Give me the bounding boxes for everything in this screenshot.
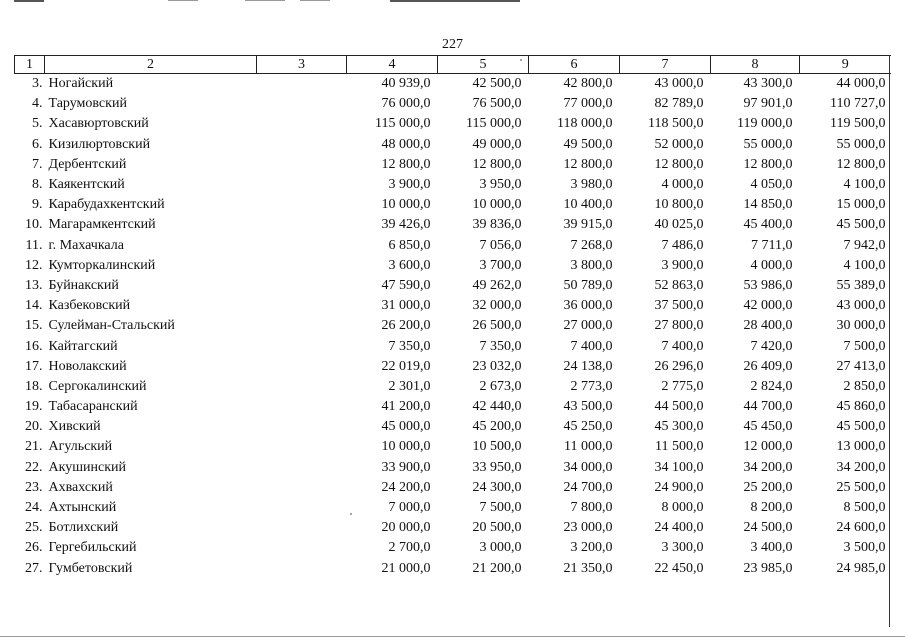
column-3-cell	[257, 377, 347, 397]
column-6-cell: 27 000,0	[563, 318, 613, 334]
column-8-cell: 53 986,0	[743, 277, 793, 293]
table-row	[15, 357, 891, 377]
row-number: 10.	[25, 217, 43, 233]
column-5-cell: 49 000,0	[472, 136, 522, 152]
table-row	[15, 437, 891, 457]
district-name: Кайтагский	[48, 338, 118, 354]
column-6-cell: 7 800,0	[570, 500, 613, 516]
row-number: 7.	[32, 156, 43, 172]
district-name: Акушинский	[48, 459, 126, 475]
column-4-cell: 22 019,0	[381, 358, 431, 374]
table-row	[15, 316, 891, 336]
column-3-cell	[257, 195, 347, 215]
column-3-cell	[257, 175, 347, 195]
column-8-cell: 26 409,0	[743, 358, 793, 374]
district-name: Гергебильский	[48, 540, 137, 556]
column-9-cell: 110 727,0	[830, 96, 886, 112]
row-number: 27.	[25, 560, 43, 576]
column-5-cell: 20 500,0	[472, 520, 522, 536]
district-name: Карабудахкентский	[48, 197, 165, 213]
column-3-cell	[257, 357, 347, 377]
column-4-cell: 76 000,0	[381, 96, 431, 112]
column-7-cell: 7 486,0	[661, 237, 704, 253]
page-bottom-edge	[0, 636, 905, 637]
column-6-cell: 77 000,0	[563, 96, 613, 112]
table-row	[15, 175, 891, 195]
column-4-cell: 24 200,0	[381, 479, 431, 495]
column-4-cell: 3 900,0	[388, 177, 431, 193]
column-4-cell: 26 200,0	[381, 318, 431, 334]
column-3-cell	[257, 114, 347, 134]
district-name: Кумторкалинский	[48, 257, 156, 273]
column-9-cell: 15 000,0	[836, 197, 886, 213]
row-number: 12.	[25, 257, 43, 273]
district-name: Новолакский	[48, 358, 127, 374]
column-7-cell: 118 500,0	[648, 116, 704, 132]
column-3-cell	[257, 336, 347, 356]
table-row	[15, 215, 891, 235]
column-8-cell: 7 711,0	[751, 237, 793, 253]
column-3-cell	[257, 437, 347, 457]
column-3-cell	[257, 538, 347, 558]
column-6-cell: 118 000,0	[557, 116, 613, 132]
table-row	[15, 336, 891, 356]
column-4-cell: 41 200,0	[381, 399, 431, 415]
column-header: 1	[15, 56, 45, 74]
column-7-cell: 40 025,0	[654, 217, 704, 233]
column-3-cell	[257, 236, 347, 256]
column-9-cell: 3 500,0	[843, 540, 886, 556]
column-7-cell: 26 296,0	[654, 358, 704, 374]
district-name: Ахвахский	[48, 479, 113, 495]
column-4-cell: 45 000,0	[381, 419, 431, 435]
district-name: Хивский	[48, 419, 101, 435]
column-4-cell: 48 000,0	[381, 136, 431, 152]
column-8-cell: 14 850,0	[743, 197, 793, 213]
column-5-cell: 42 440,0	[472, 399, 522, 415]
table-row	[15, 417, 891, 437]
table-row	[15, 458, 891, 478]
district-name: Ботлихский	[48, 520, 119, 536]
column-5-cell: 45 200,0	[472, 419, 522, 435]
column-4-cell: 6 850,0	[388, 237, 431, 253]
table-row	[15, 397, 891, 417]
column-3-cell	[257, 94, 347, 114]
row-number: 16.	[25, 338, 43, 354]
row-number: 6.	[32, 136, 43, 152]
column-8-cell: 12 000,0	[743, 439, 793, 455]
table-row	[15, 195, 891, 215]
column-5-cell: 21 200,0	[472, 560, 522, 576]
column-3-cell	[257, 559, 347, 579]
table-row	[15, 518, 891, 538]
column-8-cell: 97 901,0	[743, 96, 793, 112]
column-8-cell: 4 000,0	[750, 257, 793, 273]
column-9-cell: 12 800,0	[836, 156, 886, 172]
column-8-cell: 55 000,0	[743, 136, 793, 152]
column-5-cell: 42 500,0	[472, 76, 522, 92]
column-6-cell: 12 800,0	[563, 156, 613, 172]
scan-edge-line	[390, 0, 520, 2]
column-9-cell: 4 100,0	[843, 257, 886, 273]
table-row	[15, 377, 891, 397]
table-row	[15, 114, 891, 134]
row-number: 17.	[25, 358, 43, 374]
column-4-cell: 39 426,0	[381, 217, 431, 233]
column-9-cell: 45 500,0	[836, 217, 886, 233]
column-7-cell: 52 863,0	[654, 277, 704, 293]
table-right-border	[889, 55, 890, 627]
column-9-cell: 45 860,0	[836, 399, 886, 415]
column-8-cell: 34 200,0	[743, 459, 793, 475]
district-name: г. Махачкала	[48, 237, 124, 253]
table-row	[15, 559, 891, 579]
district-name: Ногайский	[48, 76, 114, 92]
column-7-cell: 7 400,0	[661, 338, 704, 354]
row-number: 4.	[32, 96, 43, 112]
column-3-cell	[257, 215, 347, 235]
column-7-cell: 22 450,0	[654, 560, 704, 576]
column-6-cell: 43 500,0	[563, 399, 613, 415]
column-5-cell: 3 700,0	[479, 257, 522, 273]
district-name: Магарамкентский	[48, 217, 156, 233]
column-6-cell: 34 000,0	[563, 459, 613, 475]
column-6-cell: 42 800,0	[563, 76, 613, 92]
column-4-cell: 20 000,0	[381, 520, 431, 536]
district-name: Кизилюртовский	[48, 136, 151, 152]
column-6-cell: 3 980,0	[570, 177, 613, 193]
column-7-cell: 3 900,0	[661, 257, 704, 273]
column-5-cell: 7 056,0	[479, 237, 522, 253]
row-number: 3.	[32, 76, 43, 92]
column-7-cell: 34 100,0	[654, 459, 704, 475]
column-4-cell: 47 590,0	[381, 277, 431, 293]
column-4-cell: 10 000,0	[381, 439, 431, 455]
district-name: Агульский	[48, 439, 113, 455]
column-8-cell: 3 400,0	[750, 540, 793, 556]
row-number: 9.	[32, 197, 43, 213]
district-name: Дербентский	[48, 156, 127, 172]
district-name: Ахтынский	[48, 500, 117, 516]
table-row	[15, 155, 891, 175]
column-4-cell: 7 000,0	[388, 500, 431, 516]
column-4-cell: 21 000,0	[381, 560, 431, 576]
column-5-cell: 10 500,0	[472, 439, 522, 455]
table-row	[15, 276, 891, 296]
row-number: 21.	[25, 439, 43, 455]
column-8-cell: 23 985,0	[743, 560, 793, 576]
column-9-cell: 13 000,0	[836, 439, 886, 455]
table-row	[15, 74, 891, 95]
column-6-cell: 49 500,0	[563, 136, 613, 152]
column-3-cell	[257, 74, 347, 95]
column-4-cell: 40 939,0	[381, 76, 431, 92]
header-row	[15, 56, 891, 74]
column-6-cell: 7 400,0	[570, 338, 613, 354]
table-row	[15, 135, 891, 155]
table-row	[15, 236, 891, 256]
district-name: Сергокалинский	[48, 378, 147, 394]
column-5-cell: 12 800,0	[472, 156, 522, 172]
column-9-cell: 55 389,0	[836, 277, 886, 293]
scan-edge-line	[14, 0, 44, 2]
district-name: Казбековский	[48, 298, 131, 314]
row-number: 14.	[25, 298, 43, 314]
column-6-cell: 21 350,0	[563, 560, 613, 576]
column-6-cell: 3 200,0	[570, 540, 613, 556]
scan-speck	[350, 513, 352, 515]
column-8-cell: 44 700,0	[743, 399, 793, 415]
column-4-cell: 7 350,0	[388, 338, 431, 354]
column-7-cell: 24 400,0	[654, 520, 704, 536]
row-number: 26.	[25, 540, 43, 556]
column-8-cell: 28 400,0	[743, 318, 793, 334]
column-4-cell: 10 000,0	[381, 197, 431, 213]
scan-edge-line	[168, 0, 198, 1]
column-7-cell: 82 789,0	[654, 96, 704, 112]
row-number: 20.	[25, 419, 43, 435]
page-number: 227	[442, 37, 463, 52]
district-name: Хасавюртовский	[48, 116, 149, 132]
table-body	[15, 74, 891, 579]
column-3-cell	[257, 316, 347, 336]
column-9-cell: 2 850,0	[843, 378, 886, 394]
column-5-cell: 39 836,0	[472, 217, 522, 233]
column-5-cell: 76 500,0	[472, 96, 522, 112]
row-number: 13.	[25, 277, 43, 293]
column-4-cell: 3 600,0	[388, 257, 431, 273]
row-number: 5.	[32, 116, 43, 132]
column-9-cell: 43 000,0	[836, 298, 886, 314]
column-9-cell: 55 000,0	[836, 136, 886, 152]
column-4-cell: 31 000,0	[381, 298, 431, 314]
scan-edge-line	[245, 0, 285, 1]
table-row	[15, 478, 891, 498]
column-9-cell: 4 100,0	[843, 177, 886, 193]
column-9-cell: 44 000,0	[836, 76, 886, 92]
column-3-cell	[257, 397, 347, 417]
column-3-cell	[257, 276, 347, 296]
column-7-cell: 43 000,0	[654, 76, 704, 92]
column-8-cell: 12 800,0	[743, 156, 793, 172]
column-3-cell	[257, 498, 347, 518]
column-8-cell: 42 000,0	[743, 298, 793, 314]
column-5-cell: 115 000,0	[466, 116, 522, 132]
column-5-cell: 2 673,0	[479, 378, 522, 394]
column-4-cell: 12 800,0	[381, 156, 431, 172]
column-7-cell: 2 775,0	[661, 378, 704, 394]
column-9-cell: 7 942,0	[843, 237, 886, 253]
column-header: 8	[711, 56, 800, 74]
column-header: 3	[257, 56, 347, 74]
column-7-cell: 8 000,0	[661, 500, 704, 516]
column-5-cell: 32 000,0	[472, 298, 522, 314]
column-8-cell: 2 824,0	[750, 378, 793, 394]
column-9-cell: 119 500,0	[830, 116, 886, 132]
column-4-cell: 115 000,0	[375, 116, 431, 132]
column-9-cell: 7 500,0	[843, 338, 886, 354]
column-3-cell	[257, 155, 347, 175]
scan-edge-line	[300, 0, 330, 1]
column-5-cell: 23 032,0	[472, 358, 522, 374]
row-number: 23.	[25, 479, 43, 495]
column-6-cell: 50 789,0	[563, 277, 613, 293]
column-7-cell: 11 500,0	[655, 439, 704, 455]
row-number: 8.	[32, 177, 43, 193]
column-6-cell: 45 250,0	[563, 419, 613, 435]
column-8-cell: 43 300,0	[743, 76, 793, 92]
column-5-cell: 10 000,0	[472, 197, 522, 213]
district-name: Табасаранский	[48, 399, 138, 415]
table-row	[15, 498, 891, 518]
column-6-cell: 24 700,0	[563, 479, 613, 495]
column-6-cell: 36 000,0	[563, 298, 613, 314]
table-row	[15, 256, 891, 276]
column-header: 4	[347, 56, 438, 74]
district-name: Сулейман-Стальский	[48, 318, 175, 334]
column-5-cell: 33 950,0	[472, 459, 522, 475]
row-number: 18.	[25, 378, 43, 394]
column-header: 7	[620, 56, 711, 74]
column-3-cell	[257, 256, 347, 276]
scan-speck	[520, 59, 522, 61]
column-4-cell: 2 301,0	[388, 378, 431, 394]
column-6-cell: 2 773,0	[570, 378, 613, 394]
column-8-cell: 8 200,0	[750, 500, 793, 516]
row-number: 19.	[25, 399, 43, 415]
table-row	[15, 538, 891, 558]
column-6-cell: 23 000,0	[563, 520, 613, 536]
column-8-cell: 7 420,0	[750, 338, 793, 354]
column-8-cell: 45 400,0	[743, 217, 793, 233]
table-row	[15, 94, 891, 114]
district-name: Тарумовский	[48, 96, 127, 112]
column-3-cell	[257, 478, 347, 498]
row-number: 22.	[25, 459, 43, 475]
column-9-cell: 24 985,0	[836, 560, 886, 576]
column-9-cell: 34 200,0	[836, 459, 886, 475]
column-6-cell: 24 138,0	[563, 358, 613, 374]
column-7-cell: 24 900,0	[654, 479, 704, 495]
column-9-cell: 25 500,0	[836, 479, 886, 495]
column-header: 2	[45, 56, 257, 74]
column-8-cell: 25 200,0	[743, 479, 793, 495]
column-9-cell: 8 500,0	[843, 500, 886, 516]
column-6-cell: 7 268,0	[570, 237, 613, 253]
column-9-cell: 45 500,0	[836, 419, 886, 435]
column-7-cell: 4 000,0	[661, 177, 704, 193]
column-5-cell: 3 000,0	[479, 540, 522, 556]
column-8-cell: 45 450,0	[743, 419, 793, 435]
column-5-cell: 49 262,0	[472, 277, 522, 293]
column-8-cell: 24 500,0	[743, 520, 793, 536]
column-7-cell: 44 500,0	[654, 399, 704, 415]
column-5-cell: 7 350,0	[479, 338, 522, 354]
district-name: Буйнакский	[48, 277, 119, 293]
column-7-cell: 3 300,0	[661, 540, 704, 556]
column-3-cell	[257, 458, 347, 478]
column-4-cell: 2 700,0	[388, 540, 431, 556]
row-number: 11.	[25, 237, 43, 253]
column-6-cell: 3 800,0	[570, 257, 613, 273]
column-7-cell: 27 800,0	[654, 318, 704, 334]
column-3-cell	[257, 296, 347, 316]
row-number: 24.	[25, 500, 43, 516]
row-number: 25.	[25, 520, 43, 536]
column-9-cell: 30 000,0	[836, 318, 886, 334]
column-5-cell: 7 500,0	[479, 500, 522, 516]
column-9-cell: 27 413,0	[836, 358, 886, 374]
column-6-cell: 11 000,0	[564, 439, 613, 455]
district-name: Гумбетовский	[48, 560, 133, 576]
column-5-cell: 24 300,0	[472, 479, 522, 495]
column-header: 9	[800, 56, 891, 74]
column-7-cell: 37 500,0	[654, 298, 704, 314]
column-7-cell: 45 300,0	[654, 419, 704, 435]
data-table	[14, 55, 891, 579]
column-3-cell	[257, 417, 347, 437]
table-row	[15, 296, 891, 316]
column-6-cell: 39 915,0	[563, 217, 613, 233]
column-header: 5	[438, 56, 529, 74]
column-7-cell: 12 800,0	[654, 156, 704, 172]
column-4-cell: 33 900,0	[381, 459, 431, 475]
column-header: 6	[529, 56, 620, 74]
column-7-cell: 10 800,0	[654, 197, 704, 213]
column-5-cell: 26 500,0	[472, 318, 522, 334]
column-8-cell: 4 050,0	[750, 177, 793, 193]
column-6-cell: 10 400,0	[563, 197, 613, 213]
column-9-cell: 24 600,0	[836, 520, 886, 536]
column-5-cell: 3 950,0	[479, 177, 522, 193]
district-name: Каякентский	[48, 177, 125, 193]
column-7-cell: 52 000,0	[654, 136, 704, 152]
column-3-cell	[257, 135, 347, 155]
column-8-cell: 119 000,0	[737, 116, 793, 132]
column-3-cell	[257, 518, 347, 538]
row-number: 15.	[25, 318, 43, 334]
